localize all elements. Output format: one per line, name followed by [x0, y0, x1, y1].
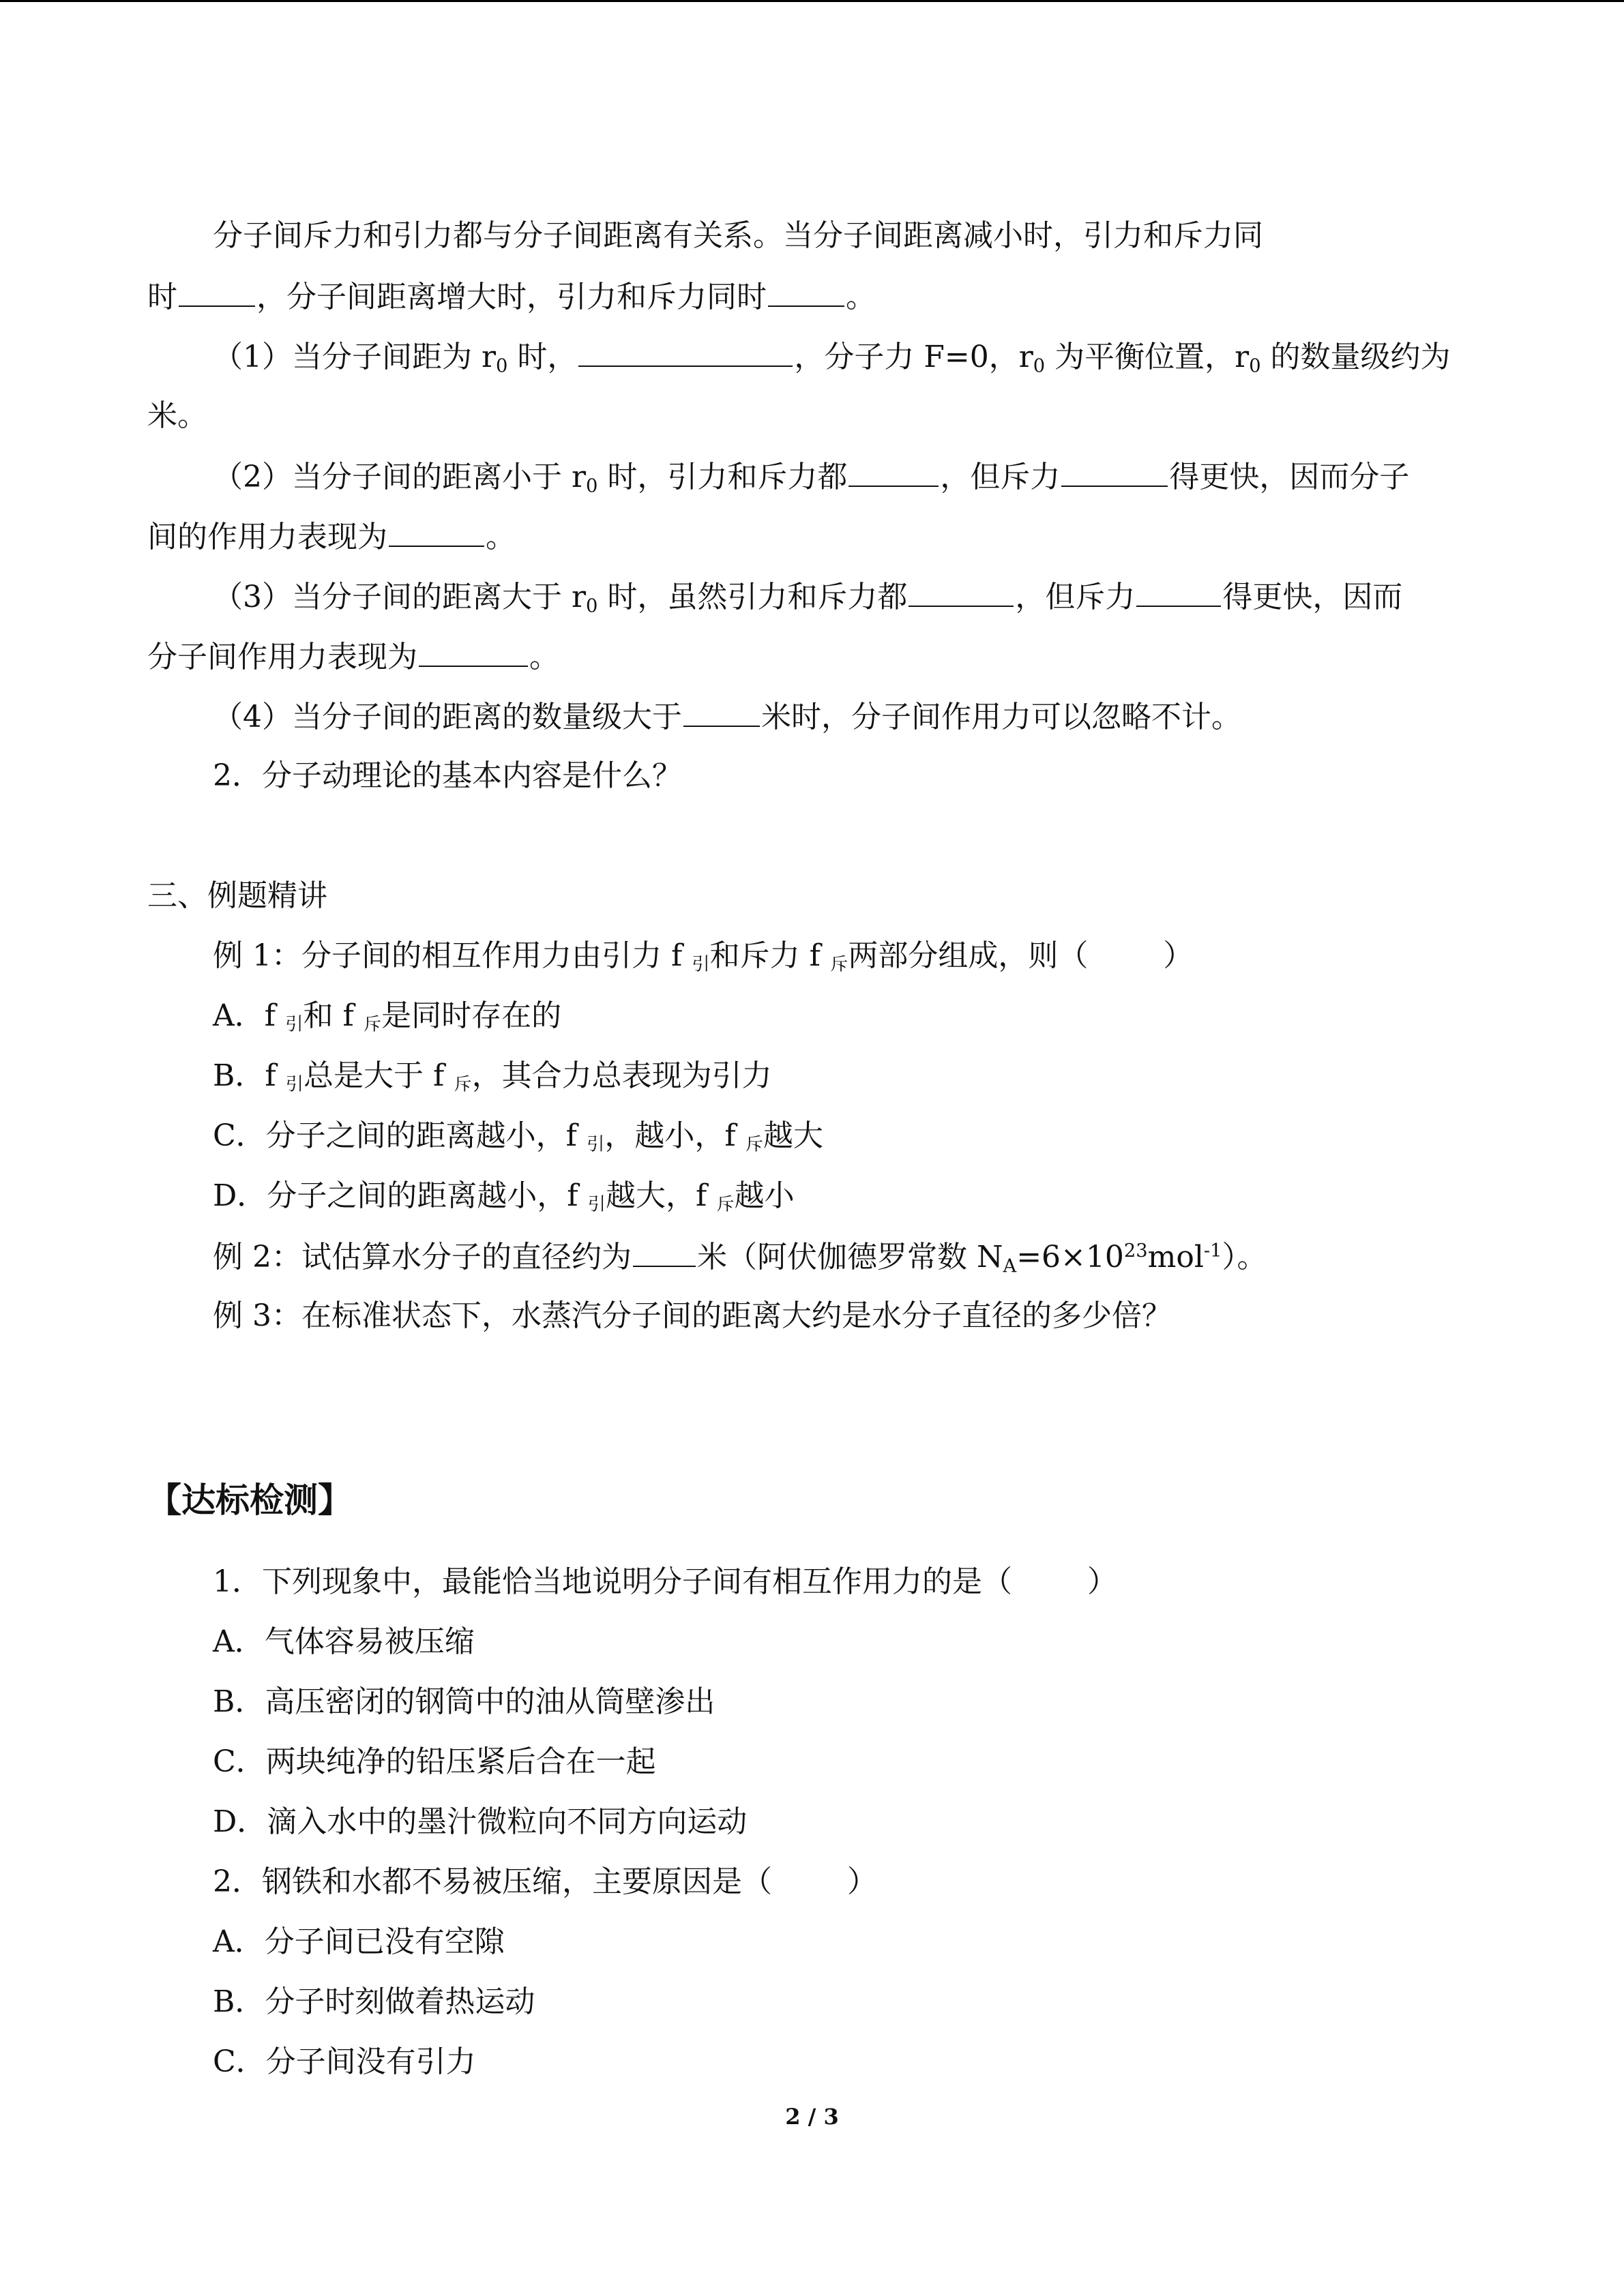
fill-blank[interactable] [578, 336, 793, 367]
point-4-line: （4）当分子间的距离的数量级大于 米时，分子间作用力可以忽略不计。 [213, 696, 1241, 736]
point-3-line: （3）当分子间的距离大于 $r_0$ 时，虽然引力和斥力都 ，但斥力 得更快，因而 [213, 576, 1402, 616]
quiz-q1-option-d: D．滴入水中的墨汁微粒向不同方向运动 [213, 1804, 748, 1839]
quiz-question-1: 1．下列现象中，最能恰当地说明分子间有相互作用力的是（ ） [213, 1564, 1117, 1599]
quiz-q1-option-b: B．高压密闭的钢筒中的油从筒壁渗出 [213, 1684, 715, 1719]
point-3-cont: 分子间作用力表现为 。 [147, 636, 559, 676]
fill-blank[interactable] [909, 576, 1014, 607]
question-2: 2．分子动理论的基本内容是什么？ [213, 758, 682, 793]
fill-blank[interactable] [768, 275, 844, 307]
example-1: 例 1：分子间的相互作用力由引力 f 引和斥力 f 斥两部分组成，则（ ） [213, 938, 1194, 975]
quiz-q2-option-c: C．分子间没有引力 [213, 2044, 476, 2079]
fill-blank[interactable] [1061, 456, 1168, 487]
example-1-option-d: D．分子之间的距离越小，f 引越大，f 斥越小 [213, 1178, 795, 1215]
quiz-q2-option-a: A．分子间已没有空隙 [213, 1924, 505, 1959]
example-1-option-b: B．f 引总是大于 f 斥，其合力总表现为引力 [213, 1058, 772, 1095]
quiz-question-2: 2．钢铁和水都不易被压缩，主要原因是（ ） [213, 1864, 877, 1899]
quiz-q1-option-c: C．两块纯净的铅压紧后合在一起 [213, 1744, 656, 1779]
point-2-line: （2）当分子间的距离小于 $r_0$ 时，引力和斥力都 ，但斥力 得更快，因而分子 [213, 456, 1409, 496]
page-number: 2 / 3 [785, 2104, 839, 2130]
intro-line-1: 分子间斥力和引力都与分子间距离有关系。当分子间距离减小时，引力和斥力同 [213, 218, 1263, 253]
fill-blank[interactable] [683, 696, 760, 727]
fill-blank[interactable] [419, 636, 528, 667]
example-2: 例 2：试估算水分子的直径约为 米（阿伏伽德罗常数 $N_A=6\times 10^{23}mol^{-1}$）。 [213, 1236, 1267, 1277]
quiz-q1-option-a: A．气体容易被压缩 [213, 1624, 475, 1659]
fill-blank[interactable] [633, 1236, 696, 1267]
fill-blank[interactable] [179, 275, 255, 307]
quiz-heading: 【达标检测】 [147, 1480, 352, 1520]
top-border-line [0, 0, 1624, 2]
point-2-cont: 间的作用力表现为 。 [147, 516, 516, 556]
point-1-cont: 米。 [147, 398, 207, 433]
point-1-line: （1）当分子间距为 $r_0$ 时， ，分子力 F=0，$r_0$ 为平衡位置，$r_0$ 的数量级约为 [213, 336, 1451, 376]
example-1-option-c: C．分子之间的距离越小，f 引，越小，f 斥越大 [213, 1118, 824, 1155]
example-3: 例 3：在标准状态下，水蒸汽分子间的距离大约是水分子直径的多少倍？ [213, 1298, 1172, 1333]
fill-blank[interactable] [1136, 576, 1221, 607]
quiz-q2-option-b: B．分子时刻做着热运动 [213, 1984, 535, 2019]
example-1-option-a: A．f 引和 f 斥是同时存在的 [213, 998, 562, 1035]
fill-blank[interactable] [389, 516, 484, 547]
intro-line-2: 时 ，分子间距离增大时，引力和斥力同时 。 [147, 275, 876, 316]
section-3-title: 三、例题精讲 [147, 878, 327, 913]
fill-blank[interactable] [848, 456, 939, 487]
